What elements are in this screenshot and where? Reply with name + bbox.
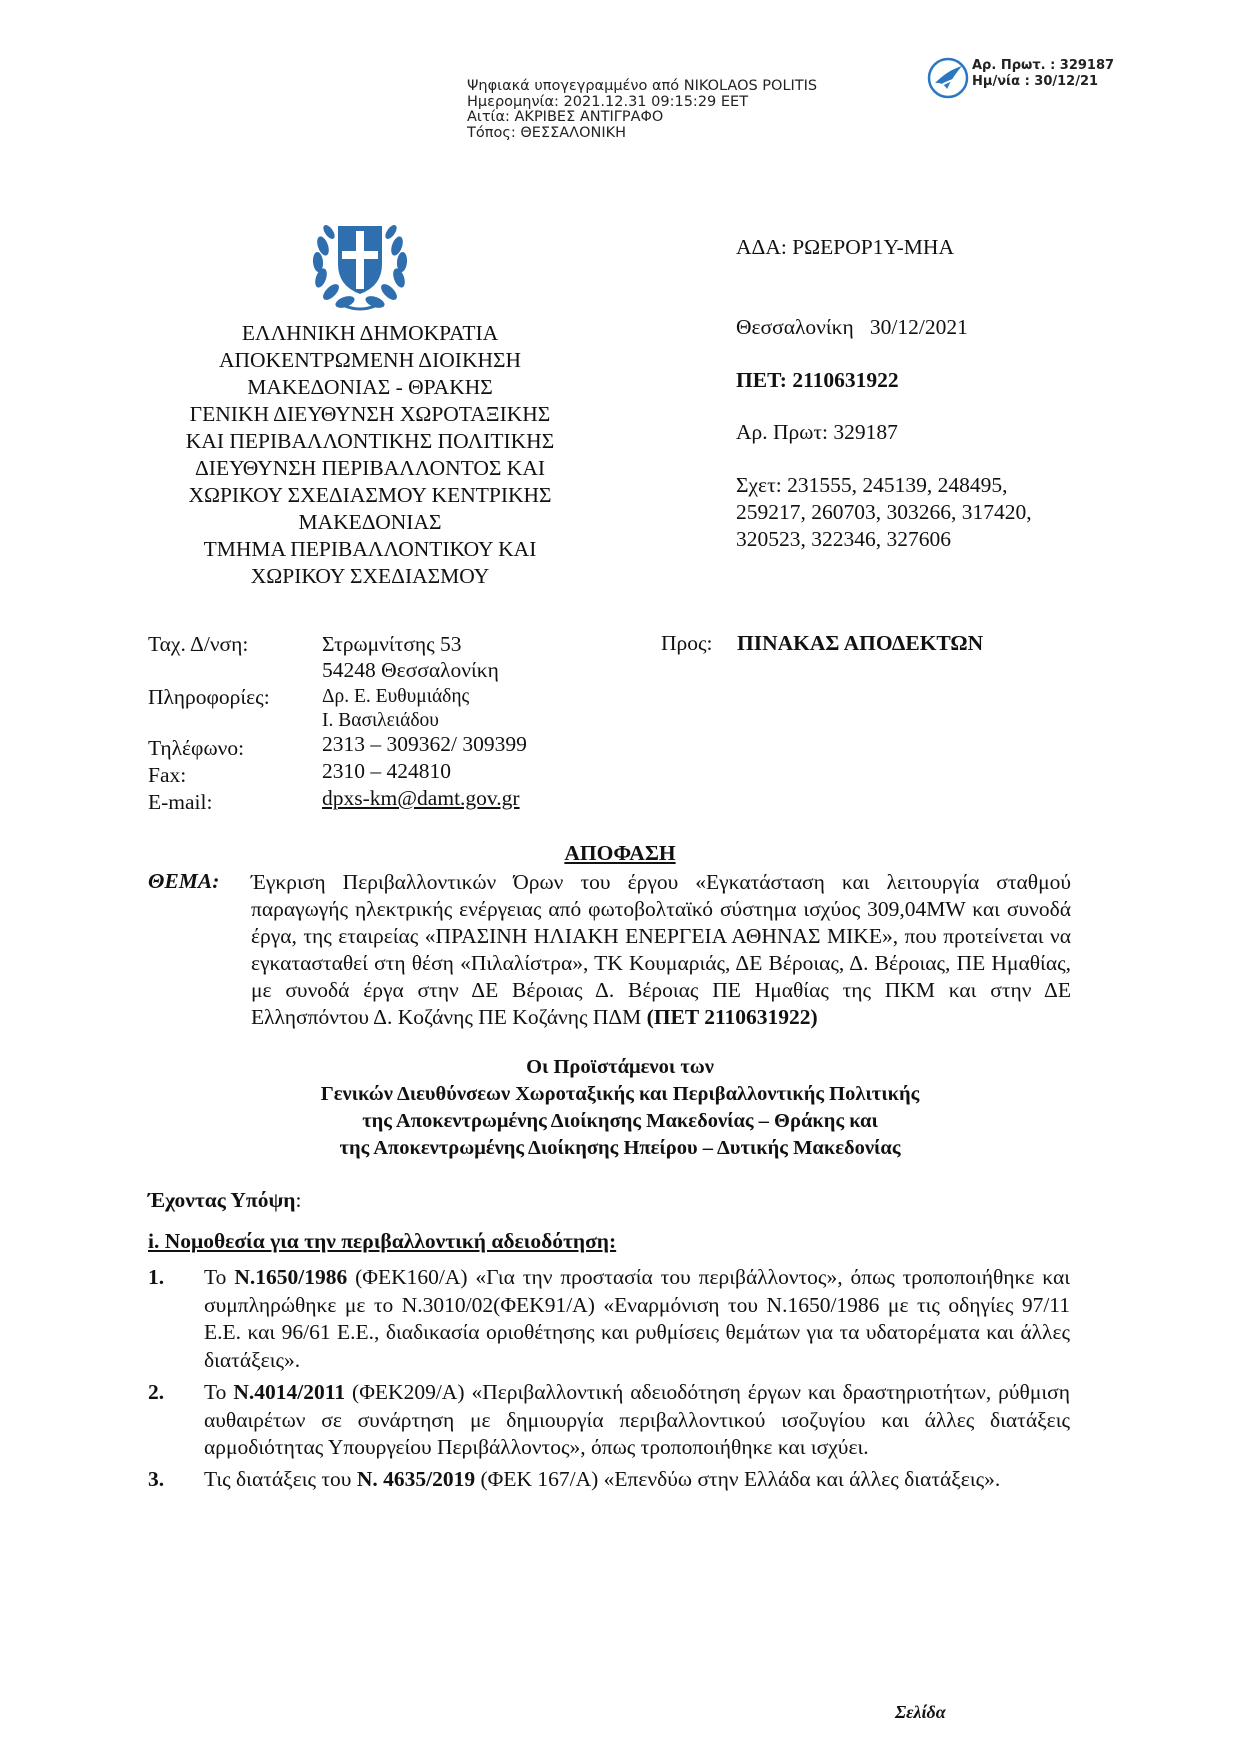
section-legislation-title: i. Νομοθεσία για την περιβαλλοντική αδειοδότηση: (148, 1229, 617, 1253)
protocol-number: Αρ. Πρωτ: 329187 (736, 420, 898, 444)
item-text (204, 1466, 1070, 1494)
decision-title: ΑΠΟΦΑΣΗ (564, 841, 676, 865)
recipient-value: ΠΙΝΑΚΑΣ ΑΠΟΔΕΚΤΩΝ (737, 631, 984, 655)
item-number: 2. (148, 1380, 165, 1404)
issuing-authority (120, 320, 620, 590)
item-text (204, 1379, 1070, 1462)
authority-line: ΕΛΛΗΝΙΚΗ ΔΗΜΟΚΡΑΤΙΑ (241, 321, 499, 345)
fax-value: 2310 – 424810 (322, 759, 451, 783)
item-text (204, 1264, 1070, 1374)
issuing-heads (0, 1054, 1240, 1162)
signature-signer: Ψηφιακά υπογεγραμμένο από NIKOLAOS POLITIS (467, 78, 818, 94)
authority-line: ΓΕΝΙΚΗ ΔΙΕΥΘΥΝΣΗ ΧΩΡΟΤΑΞΙΚΗΣ (189, 402, 551, 426)
subject-pet: (ΠΕΤ 2110631922) (646, 1005, 818, 1029)
heads-line: Οι Προϊστάμενοι των (526, 1056, 714, 1078)
signature-location: Τόπος: ΘΕΣΣΑΛΟΝΙΚΗ (467, 124, 627, 141)
email-link[interactable]: dpxs-km@damt.gov.gr (322, 786, 520, 810)
item-number: 3. (148, 1467, 165, 1491)
considering-colon: : (295, 1188, 302, 1212)
hellenic-emblem-icon (305, 206, 415, 314)
heads-line: της Αποκεντρωμένης Διοίκησης Ηπείρου – Δυτικής Μακεδονίας (339, 1137, 901, 1159)
list-item (148, 1466, 1070, 1496)
item-prefix: Το (204, 1265, 235, 1289)
authority-line: ΔΙΕΥΘΥΝΣΗ ΠΕΡΙΒΑΛΛΟΝΤΟΣ ΚΑΙ (194, 456, 546, 480)
authority-line: ΜΑΚΕΔΟΝΙΑΣ (298, 510, 442, 534)
subject-label: ΘΕΜΑ: (148, 869, 220, 893)
subject-text (251, 869, 1071, 1031)
item-number: 1. (148, 1265, 165, 1289)
recipient-label: Προς: (661, 631, 713, 655)
related-line: Σχετ: 231555, 245139, 248495, (736, 473, 1008, 497)
considering-label: Έχοντας Υπόψη (148, 1188, 296, 1212)
phone-value: 2313 – 309362/ 309399 (322, 732, 527, 756)
authority-line: ΜΑΚΕΔΟΝΙΑΣ - ΘΡΑΚΗΣ (247, 375, 493, 399)
address-line-2: 54248 Θεσσαλονίκη (322, 658, 499, 682)
phone-label: Τηλέφωνο: (148, 736, 245, 760)
info-person-2: Ι. Βασιλειάδου (322, 710, 439, 731)
address-label: Ταχ. Δ/νση: (148, 632, 249, 656)
stamp-protocol-number: Αρ. Πρωτ. : 329187 (972, 58, 1115, 73)
authority-line: ΑΠΟΚΕΝΤΡΩΜΕΝΗ ΔΙΟΙΚΗΣΗ (218, 348, 522, 372)
digital-signature (467, 79, 817, 141)
list-item (148, 1379, 1070, 1464)
related-line: 320523, 322346, 327606 (736, 527, 951, 551)
related-documents (736, 472, 1032, 553)
address-line-1: Στρωμνίτσης 53 (322, 632, 462, 656)
ada-code: ΑΔΑ: ΡΩΕΡΟΡ1Υ-ΜΗΑ (736, 235, 954, 259)
fax-label: Fax: (148, 763, 187, 787)
page-footer: Σελίδα (895, 1702, 946, 1722)
item-law: Ν. 4635/2019 (356, 1467, 476, 1491)
subject-body: Έγκριση Περιβαλλοντικών Όρων του έργου «Εγκατάσταση και λειτουργία σταθμού παραγωγής ηλεκτρικής ενέργειας από φωτοβολταϊκό σύστημα ισχύος 309,04MW και συνοδά έργα, της εταιρείας «ΠΡΑΣΙΝΗ ΗΛΙΑΚΗ ΕΝΕΡΓΕΙΑ ΑΘΗΝΑΣ ΜΙΚΕ», που προτείνεται να εγκατασταθεί στη θέση «Πιλαλίστρα», ΤΚ Κουμαριάς, ΔΕ Βέροιας, Δ. Βέροιας, ΠΕ Ημαθίας, με συνοδά έργα στην ΔΕ Βέροιας Δ. Βέροιας ΠΕ Ημαθίας της ΠΚΜ και στην ΔΕ Ελλησπόντου Δ. Κοζάνης ΠΕ Κοζάνης ΠΔΜ (251, 870, 1071, 1029)
place-date: Θεσσαλονίκη 30/12/2021 (736, 315, 968, 339)
info-person-1: Δρ. Ε. Ευθυμιάδης (322, 686, 470, 707)
item-law: Ν.1650/1986 (234, 1265, 348, 1289)
item-prefix: Τις διατάξεις του (204, 1467, 357, 1491)
item-law: Ν.4014/2011 (233, 1380, 346, 1404)
protocol-stamp (972, 58, 1114, 90)
related-line: 259217, 260703, 303266, 317420, (736, 500, 1032, 524)
pet-number: ΠΕΤ: 2110631922 (736, 368, 899, 392)
email-label: E-mail: (148, 790, 213, 814)
heads-line: Γενικών Διευθύνσεων Χωροταξικής και Περιβαλλοντικής Πολιτικής (320, 1083, 920, 1105)
authority-line: ΚΑΙ ΠΕΡΙΒΑΛΛΟΝΤΙΚΗΣ ΠΟΛΙΤΙΚΗΣ (185, 429, 555, 453)
item-body: (ΦΕΚ160/Α) «Για την προστασία του περιβάλλοντος», όπως τροποποιήθηκε και συμπληρώθηκε με το Ν.3010/02(ΦΕΚ91/Α) «Εναρμόνιση του Ν.1650/1986 με τις οδηγίες 97/11 Ε.Ε. και 96/61 Ε.Ε., διαδικασία οριοθέτησης και ρυθμίσεις θεμάτων για τα υδατορέματα και άλλες διατάξεις». (204, 1265, 1070, 1372)
item-prefix: Το (204, 1380, 234, 1404)
signature-date: Ημερομηνία: 2021.12.31 09:15:29 EET (467, 93, 749, 110)
info-label: Πληροφορίες: (148, 685, 270, 709)
stamp-date: Ημ/νία : 30/12/21 (972, 74, 1099, 89)
list-item (148, 1264, 1070, 1376)
item-body: (ΦΕΚ 167/Α) «Επενδύω στην Ελλάδα και άλλες διατάξεις». (475, 1467, 1001, 1491)
considering-heading (148, 1188, 301, 1213)
heads-line: της Αποκεντρωμένης Διοίκησης Μακεδονίας – Θράκης και (362, 1110, 878, 1132)
authority-line: ΤΜΗΜΑ ΠΕΡΙΒΑΛΛΟΝΤΙΚΟΥ ΚΑΙ (203, 537, 537, 561)
item-body: (ΦΕΚ209/Α) «Περιβαλλοντική αδειοδότηση έργων και δραστηριοτήτων, ρύθμιση αυθαιρέτων σε συνάρτηση με δημιουργία περιβαλλοντικού ισοζυγίου και άλλες διατάξεις αρμοδιότητας Υπουργείου Περιβάλλοντος», όπως τροποποιήθηκε και ισχύει. (204, 1380, 1070, 1459)
protocol-logo-icon (926, 56, 970, 100)
authority-line: ΧΩΡΙΚΟΥ ΣΧΕΔΙΑΣΜΟΥ ΚΕΝΤΡΙΚΗΣ (188, 483, 552, 507)
authority-line: ΧΩΡΙΚΟΥ ΣΧΕΔΙΑΣΜΟΥ (250, 564, 490, 588)
signature-reason: Αιτία: ΑΚΡΙΒΕΣ ΑΝΤΙΓΡΑΦΟ (467, 109, 664, 125)
